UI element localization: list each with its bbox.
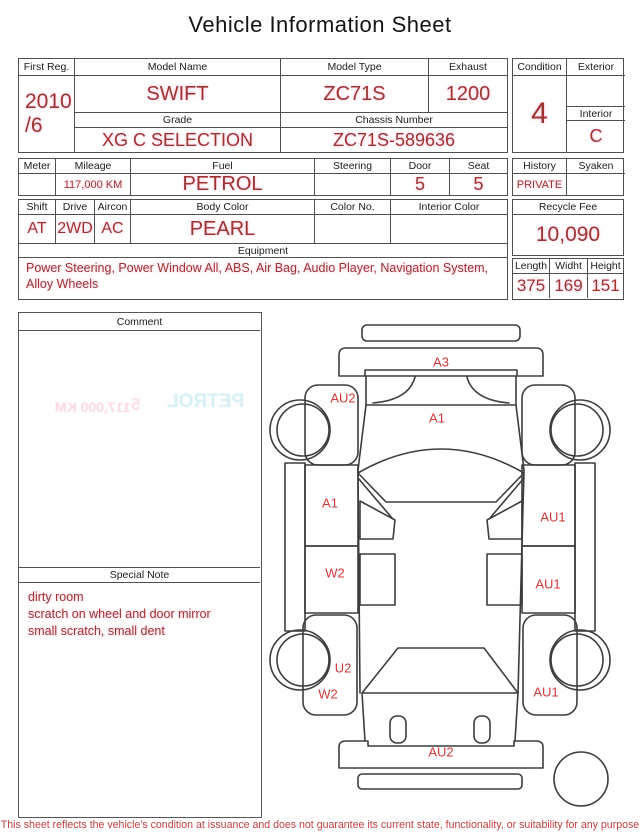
condition-table [512,58,624,153]
dimensions-table [512,258,624,300]
seat-label: Seat [450,159,507,174]
footer-disclaimer: This sheet reflects the vehicle's condition at issuance and does not guarantee its current state, functionality, or suitability for any purpose [0,819,640,831]
model-name-value: SWIFT [75,76,281,113]
fuel-value: PETROL [131,174,315,195]
door-value: 5 [391,174,450,195]
mileage-label: Mileage [56,159,131,174]
recycle-fee-table [512,199,624,256]
damage-marker-rear-left-quarter: W2 [318,686,338,702]
height-label: Height [588,259,623,274]
condition-value: 4 [513,76,567,152]
shift-value: AT [19,215,56,244]
length-label: Length [513,259,550,274]
chassis-number-value: ZC71S-589636 [332,129,456,150]
chassis-number-label: Chassis Number [281,113,507,128]
exhaust-value: 1200 [429,76,507,113]
color-no-value [315,215,391,244]
history-table [512,158,624,196]
history-label: History [513,159,567,174]
exhaust-label: Exhaust [429,59,507,76]
model-type-label: Model Type [281,59,429,76]
equipment-label: Equipment [19,244,507,258]
special-note-label: Special Note [19,567,260,583]
model-name-label: Model Name [75,59,281,76]
exterior-value [567,76,625,106]
mileage-value: 117,000 KM [56,174,131,195]
aircon-value: AC [95,215,131,244]
steering-value [315,174,391,195]
car-outline-topview [265,315,635,810]
damage-marker-front-left-fender: AU2 [330,390,356,406]
syaken-value [567,174,625,195]
recycle-fee-label: Recycle Fee [513,200,623,215]
first-reg-label: First Reg. [19,59,75,76]
shift-label: Shift [19,200,56,215]
damage-marker-front-right-door: AU1 [540,509,566,525]
damage-marker-rear-left-wheelarch: U2 [334,660,352,676]
page-title: Vehicle Information Sheet [188,12,452,37]
print-bleed-ghost-text: 117,000 KM [55,399,131,415]
damage-marker-rear-bumper: AU2 [428,744,454,760]
grade-label: Grade [75,113,281,128]
syaken-label: Syaken [567,159,625,174]
equipment-value: Power Steering, Power Window All, ABS, Air Bag, Audio Player, Navigation System, Alloy Wheels [26,261,489,292]
print-bleed-ghost-text: PETROL [167,391,245,412]
car-damage-diagram [265,315,635,812]
drive-label: Drive [56,200,95,215]
steering-label: Steering [315,159,391,174]
grade-value: XG C SELECTION [75,128,281,152]
width-value: 169 [550,274,588,298]
history-value: PRIVATE [513,174,567,195]
width-label: Widht [550,259,588,274]
special-note-text [28,589,254,640]
color-no-label: Color No. [315,200,391,215]
damage-marker-front-left-door: A1 [322,495,338,511]
aircon-label: Aircon [95,200,131,215]
damage-marker-rear-left-door: W2 [325,565,345,581]
special-note-line: small scratch, small dent [28,624,165,638]
meter-value [19,174,56,195]
identity-table [18,58,508,153]
condition-label: Condition [513,59,567,76]
length-value: 375 [513,274,550,298]
meter-row [18,158,508,196]
height-value: 151 [591,276,620,295]
body-color-value: PEARL [131,215,315,244]
print-bleed-ghost-text: 5 [131,395,141,414]
interior-color-label: Interior Color [391,200,507,215]
door-label: Door [391,159,450,174]
interior-value: C [589,126,603,146]
damage-marker-bonnet: A1 [429,410,445,426]
special-note-line: dirty room [28,590,84,604]
fuel-label: Fuel [131,159,315,174]
meter-label: Meter [19,159,56,174]
exterior-label: Exterior [567,59,625,76]
interior-color-value [391,215,507,244]
damage-marker-rear-right-quarter: AU1 [533,684,559,700]
body-color-label: Body Color [131,200,315,215]
model-type-value: ZC71S [281,76,429,113]
seat-value: 5 [473,174,484,194]
interior-label: Interior [567,106,625,121]
drivetrain-equipment-table [18,199,508,300]
comment-label: Comment [19,313,260,331]
first-reg-value: 2010 /6 [19,76,75,152]
comment-panel [18,312,262,818]
drive-value: 2WD [56,215,95,244]
special-note-line: scratch on wheel and door mirror [28,607,211,621]
recycle-fee-value: 10,090 [535,222,601,246]
damage-marker-front-bumper: A3 [433,354,449,370]
damage-marker-rear-right-door: AU1 [535,576,561,592]
